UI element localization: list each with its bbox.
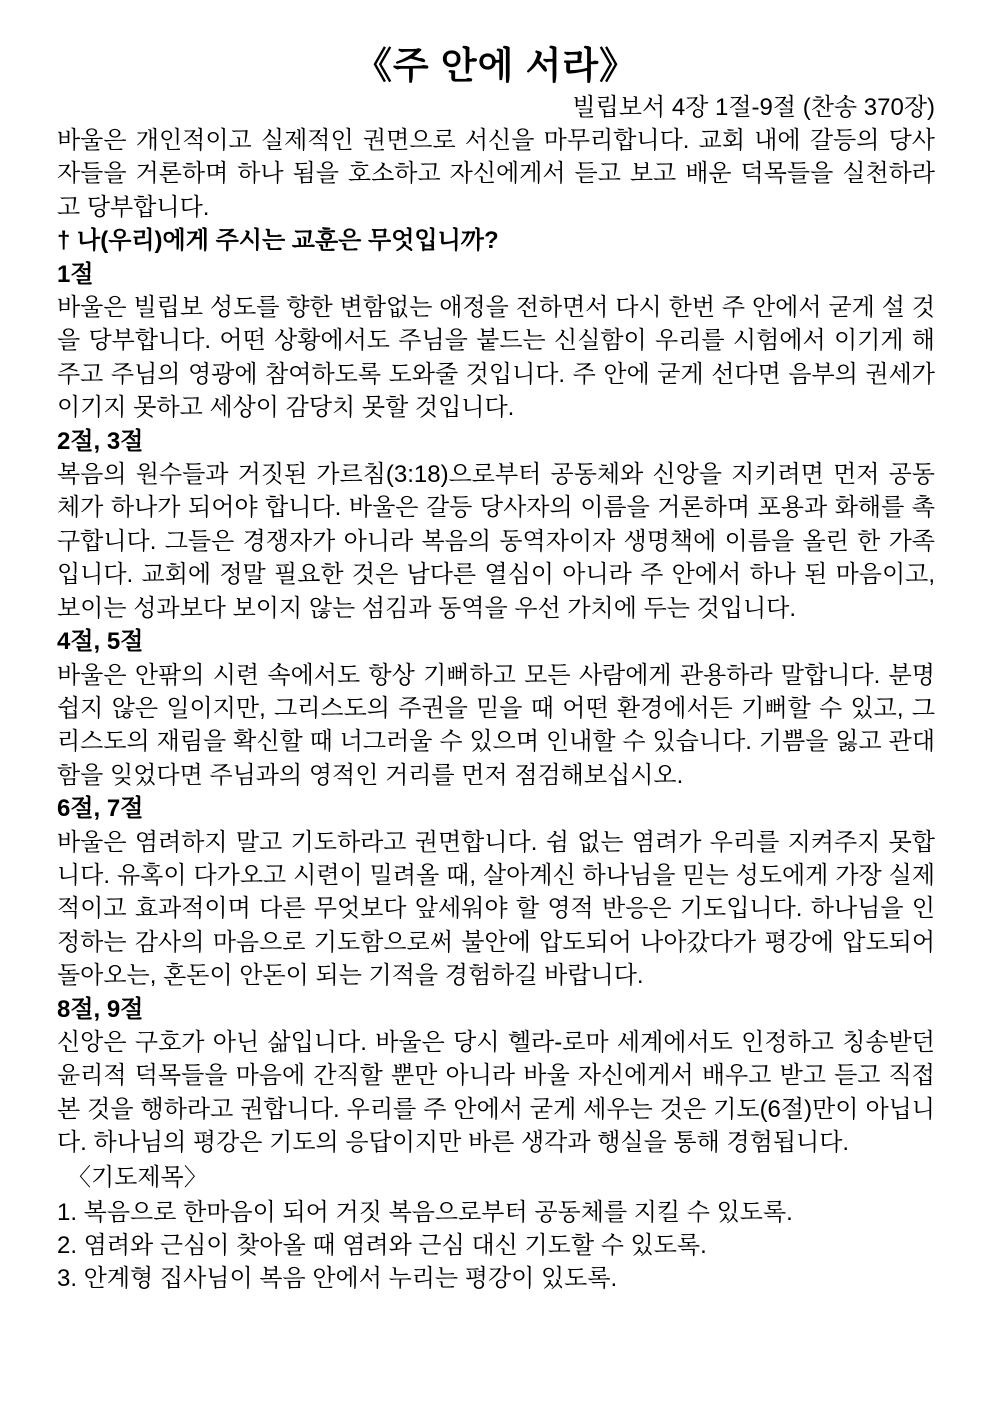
section-body-verses-4-5: 바울은 안팎의 시련 속에서도 항상 기뻐하고 모든 사람에게 관용하라 말합니다. 분명 쉽지 않은 일이지만, 그리스도의 주권을 믿을 때 어떤 환경에서든 기뻐할 수 있고, 그리스도의 재림을 확신할 때 너그러울 수 있으며 인내할 수 있습니다. 기쁨을 잃고 관대함을 잊었다면 주님과의 영적인 거리를 먼저 점검해보십시오. [57,661,935,789]
question-heading: † 나(우리)에게 주시는 교훈은 무엇입니까? [57,227,499,255]
section-body-verses-6-7: 바울은 염려하지 말고 기도하라고 권면합니다. 쉼 없는 염려가 우리를 지켜주지 못합니다. 유혹이 다가오고 시련이 밀려올 때, 살아계신 하나님을 믿는 성도에게 가장 실제적이고 효과적이며 다른 무엇보다 앞세워야 할 영적 반응은 기도입니다. 하나님을 인정하는 감사의 마음으로 기도함으로써 불안에 압도되어 나아갔다가 평강에 압도되어 돌아오는, 혼돈이 안돈이 되는 기적을 경험하길 바랍니다. [57,828,935,990]
section-heading-verses-4-5: 4절, 5절 [57,628,144,656]
prayer-topics-heading: 〈기도제목〉 [67,1163,208,1191]
section-body-verses-8-9: 신앙은 구호가 아닌 삶입니다. 바울은 당시 헬라-로마 세계에서도 인정하고 칭송받던 윤리적 덕목들을 마음에 간직할 뿐만 아니라 바울 자신에게서 배우고 받고 듣고 직접 본 것을 행하라고 권합니다. 우리를 주 안에서 굳게 세우는 것은 기도(6절)만이 아닙니다. 하나님의 평강은 기도의 응답이지만 바른 생각과 행실을 통해 경험됩니다. [57,1028,935,1157]
scripture-reference: 빌립보서 4장 1절-9절 (찬송 370장) [572,94,935,121]
prayer-item-2: 2. 염려와 근심이 찾아올 때 염려와 근심 대신 기도할 수 있도록. [57,1232,707,1259]
section-heading-verses-8-9: 8절, 9절 [57,995,144,1023]
section-heading-verses-2-3: 2절, 3절 [57,427,144,455]
prayer-item-3: 3. 안계형 집사님이 복음 안에서 누리는 평강이 있도록. [57,1265,618,1293]
section-body-verses-2-3: 복음의 원수들과 거짓된 가르침(3:18)으로부터 공동체와 신앙을 지키려면 먼저 공동체가 하나가 되어야 합니다. 바울은 갈등 당사자의 이름을 거론하며 포용과 화해를 촉구합니다. 그들은 경쟁자가 아니라 복음의 동역자이자 생명책에 이름을 올린 한 가족입니다. 교회에 정말 필요한 것은 남다른 열심이 아니라 주 안에서 하나 된 마음이고, 보이는 성과보다 보이지 않는 섬김과 동역을 우선 가치에 두는 것입니다. [57,461,935,622]
intro-paragraph: 바울은 개인적이고 실제적인 권면으로 서신을 마무리합니다. 교회 내에 갈등의 당사자들을 거론하며 하나 됨을 호소하고 자신에게서 듣고 보고 배운 덕목들을 실천하라고 당부합니다. [57,127,935,221]
section-body-verse-1: 바울은 빌립보 성도를 향한 변함없는 애정을 전하면서 다시 한번 주 안에서 굳게 설 것을 당부합니다. 어떤 상황에서도 주님을 붙드는 신실함이 우리를 시험에서 이기게 해주고 주님의 영광에 참여하도록 도와줄 것입니다. 주 안에 굳게 선다면 음부의 권세가 이기지 못하고 세상이 감당치 못할 것입니다. [57,294,935,422]
document-title: 《주 안에 서라》 [354,45,638,86]
prayer-item-1: 1. 복음으로 한마음이 되어 거짓 복음으로부터 공동체를 지킬 수 있도록. [57,1198,793,1226]
section-heading-verse-1: 1절 [57,260,94,288]
section-heading-verses-6-7: 6절, 7절 [57,795,144,823]
